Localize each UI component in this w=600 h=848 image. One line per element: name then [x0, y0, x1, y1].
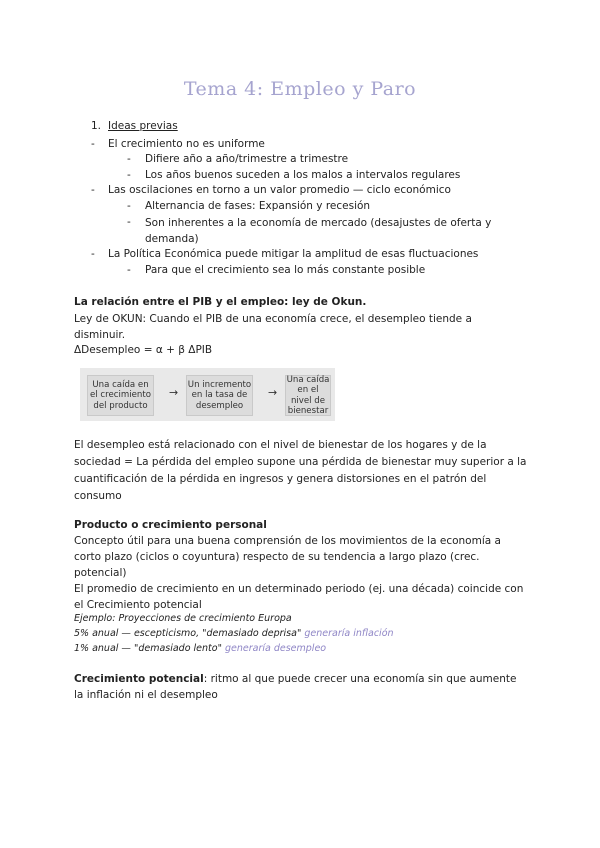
welfare-paragraph: El desempleo está relacionado con el nivel de bienestar de los hogares y de la sociedad = La pérdida del empleo supone una pérdida de bienestar muy superior a la cuantificación de la pérdida en ingresos y genera distorsiones en el patrón del consumo: [74, 439, 527, 502]
bullet-dash: -: [91, 248, 95, 260]
example-line: [74, 627, 394, 641]
definition-term: Crecimiento potencial: [74, 673, 204, 685]
bullet-dash: -: [91, 184, 95, 196]
list-item: Alternancia de fases: Expansión y recesión: [145, 200, 371, 212]
example-note: generaría inflación: [304, 628, 394, 639]
bullet-dash: -: [127, 216, 131, 228]
flow-box-unemployment: Un incremento en la tasa de desempleo: [186, 375, 253, 416]
bullet-dash: -: [127, 153, 131, 165]
potential-text: Concepto útil para una buena comprensión de los movimientos de la economía a corto plazo (ciclos o coyuntura) respecto de su tendencia a largo plazo (crec. potencial): [74, 535, 501, 579]
list-item: Para que el crecimiento sea lo más constante posible: [145, 264, 426, 276]
list-item: Las oscilaciones en torno a un valor promedio — ciclo económico: [108, 184, 451, 196]
arrow-right-icon: →: [169, 386, 179, 399]
example-note: generaría desempleo: [225, 643, 327, 654]
bullet-dash: -: [127, 169, 131, 181]
section-number: 1.: [91, 120, 102, 132]
example-text: 5% anual — escepticismo, "demasiado deprisa": [74, 628, 302, 639]
potential-heading: Producto o crecimiento personal: [74, 519, 267, 531]
okun-formula: ΔDesempleo = α + β ΔPIB: [74, 344, 213, 356]
okun-text: Ley de OKUN: Cuando el PIB de una economía crece, el desempleo tiende a disminuir.: [74, 313, 472, 341]
definition-paragraph: [74, 671, 524, 703]
bullet-dash: -: [127, 264, 131, 276]
list-item: El crecimiento no es uniforme: [108, 138, 265, 150]
page-title: Tema 4: Empleo y Paro: [183, 78, 417, 100]
section-heading: Ideas previas: [108, 120, 178, 132]
bullet-dash: -: [91, 138, 95, 150]
flow-diagram: [80, 368, 335, 421]
definition-text: : ritmo al que puede crecer una economía sin que aumente la inflación ni el desempleo: [74, 673, 517, 701]
list-item: Difiere año a año/trimestre a trimestre: [145, 153, 349, 165]
example-text: 1% anual — "demasiado lento": [74, 643, 222, 654]
flow-box-output: Una caída en el crecimiento del producto: [87, 375, 154, 416]
list-item: La Política Económica puede mitigar la amplitud de esas fluctuaciones: [108, 248, 479, 260]
example-title: Ejemplo: Proyecciones de crecimiento Europa: [74, 613, 292, 624]
bullet-dash: -: [127, 200, 131, 212]
okun-heading: La relación entre el PIB y el empleo: ley de Okun.: [74, 296, 367, 308]
flow-box-welfare: Una caída en el nivel de bienestar: [286, 374, 330, 416]
list-item: Son inherentes a la economía de mercado (desajustes de oferta y demanda): [145, 217, 492, 245]
arrow-right-icon: →: [268, 386, 278, 399]
list-item: Los años buenos suceden a los malos a intervalos regulares: [145, 169, 461, 181]
potential-average-text: El promedio de crecimiento en un determinado periodo (ej. una década) coincide con el Crecimiento potencial: [74, 583, 524, 611]
example-line: [74, 642, 326, 656]
